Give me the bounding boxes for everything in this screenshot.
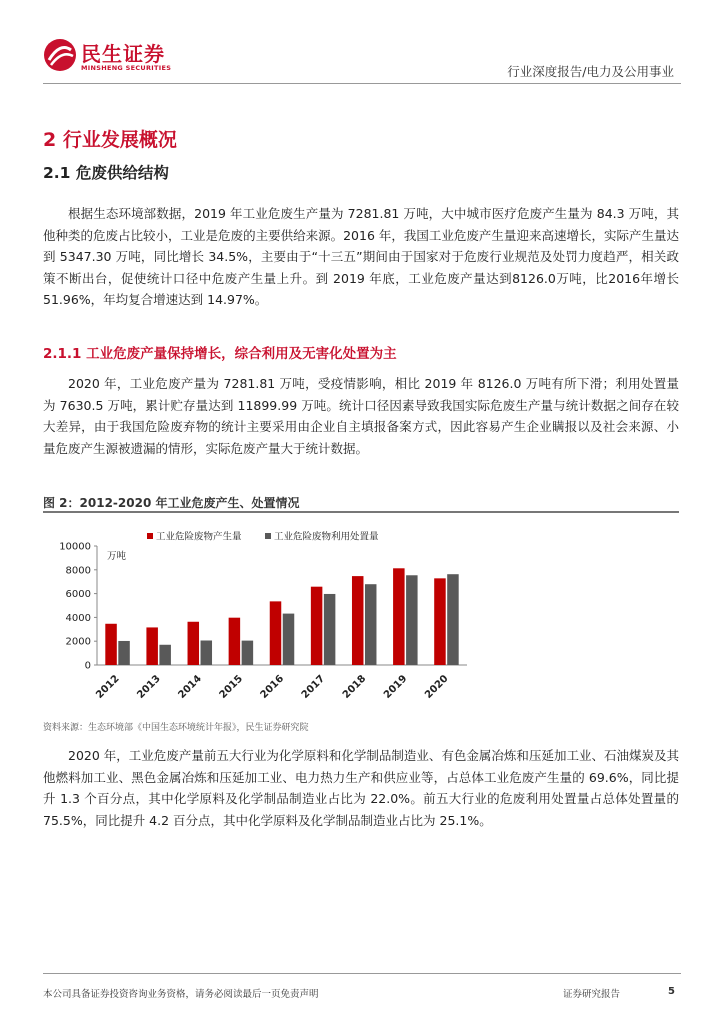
legend-label: 工业危险废物产生量 [156, 531, 242, 543]
legend-label: 工业危险废物利用处置量 [274, 531, 379, 543]
company-logo [43, 36, 183, 78]
footer-divider [43, 973, 681, 974]
y-tick-label: 8000 [65, 565, 91, 577]
bar-generated [311, 587, 323, 665]
footer-label: 证券研究报告 [563, 989, 621, 1000]
page-number: 5 [668, 986, 675, 997]
section-heading-3: 2.1.1 工业危废产量保持增长，综合利用及无害化处置为主 [43, 346, 397, 362]
bar-generated [229, 618, 241, 665]
bar-chart [55, 524, 475, 714]
bar-generated [105, 624, 117, 665]
paragraph-2: 2020 年，工业危废产量为 7281.81 万吨，受疫情影响，相比 2019 年 8126.0 万吨有所下滑；利用处置量为 7630.5 万吨，累计贮存量达到 11899.99 万吨。统计口径因素导致我国实际危废生产量与统计数据之间存在较大差异，由于我国危险废弃物的统计主要采用由企业自主填报备案方式，因此容易产生企业瞒报以及社会来源、小量危废产生源被遗漏的情形，实际危废产量大于统计数据。 [43, 376, 679, 456]
bar-treated [118, 641, 130, 665]
legend-swatch [147, 533, 153, 539]
bar-generated [146, 627, 158, 665]
report-type: 行业深度报告/电力及公用事业 [507, 64, 674, 79]
section-heading-1: 2 行业发展概况 [43, 129, 177, 151]
x-tick-label: 2017 [299, 673, 328, 701]
x-tick-label: 2020 [423, 673, 451, 701]
bar-treated [324, 594, 336, 665]
y-tick-label: 10000 [59, 541, 91, 553]
y-tick-label: 2000 [65, 636, 91, 648]
figure-title: 图 2：2012-2020 年工业危废产生、处置情况 [43, 496, 300, 510]
bar-treated [365, 584, 377, 665]
figure-title-underline [43, 511, 679, 513]
header-divider [43, 83, 681, 84]
bar-treated [283, 614, 295, 665]
footer-disclaimer: 本公司具备证券投资咨询业务资格，请务必阅读最后一页免责声明 [43, 989, 319, 1000]
y-tick-label: 4000 [65, 612, 91, 624]
y-tick-label: 6000 [65, 589, 91, 601]
x-tick-label: 2019 [381, 673, 410, 701]
figure-source: 资料来源：生态环境部《中国生态环境统计年报》，民生证券研究院 [43, 723, 309, 733]
bar-treated [447, 574, 459, 665]
legend-swatch [265, 533, 271, 539]
x-tick-label: 2018 [340, 673, 369, 701]
logo-english-name: MINSHENG SECURITIES [81, 64, 172, 72]
x-tick-label: 2016 [258, 673, 287, 701]
minsheng-logo-icon [43, 38, 77, 72]
x-tick-label: 2013 [135, 673, 163, 701]
logo-chinese-name: 民生证券 [81, 42, 165, 66]
bar-treated [242, 641, 254, 665]
bar-generated [393, 568, 405, 665]
bar-generated [188, 622, 200, 665]
x-tick-label: 2015 [217, 673, 246, 701]
bar-generated [352, 576, 364, 665]
paragraph-1: 根据生态环境部数据，2019 年工业危废生产量为 7281.81 万吨，大中城市医疗危废产生量为 84.3 万吨，其他种类的危废占比较小，工业是危废的主要供给来源。2016 年，我国工业危废产生量迎来高速增长，实际产生量达到 5347.30 万吨，同比增长 34.5%，主要由于“十三五”期间由于国家对于危废行业规范及处罚力度趋严，相关政策不断出台，促使统计口径中危废产生量上升。到 2019 年底，工业危废产量达到8126.0万吨，比2016年增长51.96%，年均复合增速达到 14.97%。 [43, 206, 679, 307]
y-tick-label: 0 [84, 660, 91, 672]
bar-generated [270, 601, 282, 665]
paragraph-3: 2020 年，工业危废产量前五大行业为化学原料和化学制品制造业、有色金属冶炼和压延加工业、石油煤炭及其他燃料加工业、黑色金属冶炼和压延加工业、电力热力生产和供应业等，占总体工业危废产生量的 69.6%，同比提升 1.3 个百分点，其中化学原料及化学制品制造业占比为 22.0%。前五大行业的危废利用处置量占总体处置量的 75.5%，同比提升 4.2 百分点，其中化学原料及化学制品制造业占比为 25.1%。 [43, 748, 679, 828]
bar-treated [406, 575, 418, 665]
bar-generated [434, 578, 446, 665]
x-tick-label: 2012 [94, 673, 122, 701]
y-axis-unit-label: 万吨 [107, 551, 127, 562]
section-heading-2: 2.1 危废供给结构 [43, 164, 169, 182]
x-tick-label: 2014 [176, 673, 204, 701]
bar-treated [159, 645, 171, 665]
bar-treated [201, 640, 213, 665]
